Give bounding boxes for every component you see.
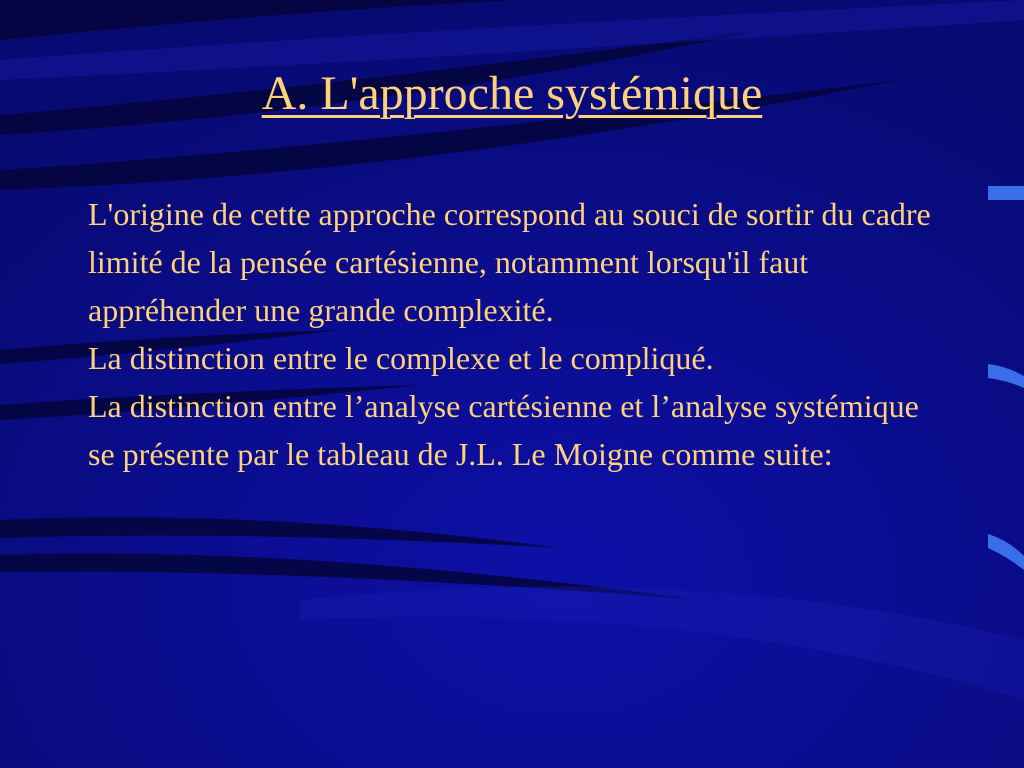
paragraph-analysis-comparison: La distinction entre l’analyse cartésienne et l’analyse systémique se présente par le tableau de J.L. Le Moigne comme suite:: [88, 388, 919, 472]
paragraph-origin: L'origine de cette approche correspond au souci de sortir du cadre limité de la pensée cartésienne, notamment lorsqu'il faut appréhender une grande complexité.: [88, 196, 931, 328]
slide-title: A. L'approche systémique: [261, 67, 763, 120]
slide-body: [88, 190, 948, 478]
paragraph-complex-vs-complicated: La distinction entre le complexe et le compliqué.: [88, 340, 714, 376]
